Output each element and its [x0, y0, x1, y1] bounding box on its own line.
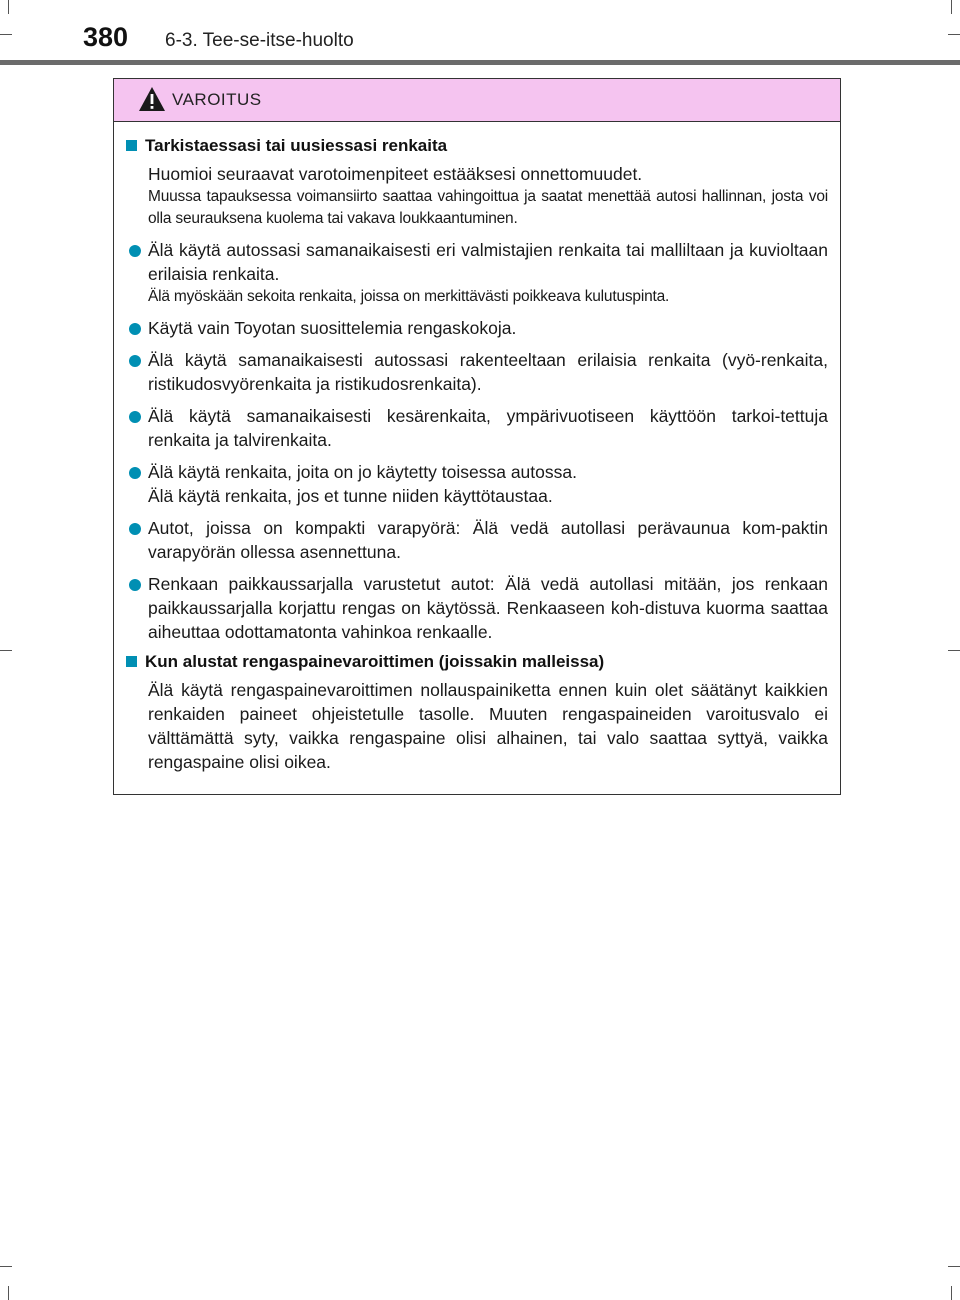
round-bullet-icon	[129, 245, 141, 257]
warning-header	[114, 79, 840, 122]
crop-mark	[951, 1286, 952, 1300]
section-heading-text: Tarkistaessasi tai uusiessasi renkaita	[145, 136, 448, 155]
crop-mark	[948, 650, 960, 651]
round-bullet-icon	[129, 467, 141, 479]
list-item-text: Renkaan paikkaussarjalla varustetut autot: Älä vedä autollasi mitään, jos renkaan paikkaussarjalla korjattu rengas on käytössä. Renkaaseen koh-distuva kuorma saattaa aiheuttaa odottamatonta vahinkoa renkaalle.	[148, 574, 828, 642]
warning-triangle-icon	[138, 86, 166, 112]
section-body: Älä käytä rengaspainevaroittimen nollauspainiketta ennen kuin olet säätänyt kaikkien renkaiden paineet ohjeistetulle tasolle. Muuten rengaspaineiden varoitusvalo ei välttämättä syty, vaikka rengaspaine olisi alhainen, tai valo saattaa syttyä, vaikka rengaspaine olisi oikea.	[148, 680, 828, 772]
list-item	[126, 460, 828, 508]
warning-box	[113, 78, 841, 795]
section-intro-note: Muussa tapauksessa voimansiirto saattaa vahingoittua ja saatat menettää autosi hallinnan, josta voi olla seurauksena kuolema tai vakava loukkaantuminen.	[148, 188, 828, 227]
square-bullet-icon	[126, 140, 137, 151]
section-heading-text: Kun alustat rengaspainevaroittimen (joissakin malleissa)	[145, 652, 605, 671]
list-item-note: Älä myöskään sekoita renkaita, joissa on merkittävästi poikkeava kulutuspinta.	[148, 288, 670, 305]
crop-mark	[0, 650, 12, 651]
list-item	[126, 238, 828, 308]
list-item-text: Autot, joissa on kompakti varapyörä: Älä vedä autollasi perävaunua kom-paktin varapyörän ollessa asennettuna.	[148, 518, 828, 562]
list-item	[126, 316, 828, 340]
page-header	[0, 0, 960, 70]
list-item-text: Älä käytä autossasi samanaikaisesti eri valmistajien renkaita tai malliltaan ja kuvioltaan erilaisia renkaita.	[148, 240, 828, 284]
chapter-title: 6-3. Tee-se-itse-huolto	[165, 30, 354, 51]
round-bullet-icon	[129, 411, 141, 423]
list-item-text: Älä käytä samanaikaisesti autossasi rakenteeltaan erilaisia renkaita (vyö-renkaita, ristikudosvyörenkaita ja ristikudosrenkaita).	[148, 350, 828, 394]
round-bullet-icon	[129, 323, 141, 335]
list-item-text: Älä käytä renkaita, joita on jo käytetty toisessa autossa.	[148, 462, 577, 482]
list-item	[126, 348, 828, 396]
list-item-note: Älä käytä renkaita, jos et tunne niiden käyttötaustaa.	[148, 486, 553, 506]
header-rule	[0, 60, 960, 65]
section-intro: Huomioi seuraavat varotoimenpiteet estääksesi onnettomuudet.	[148, 164, 643, 184]
warning-content	[114, 122, 840, 774]
list-item-text: Käytä vain Toyotan suosittelemia rengaskokoja.	[148, 318, 517, 338]
crop-mark	[0, 1266, 12, 1267]
round-bullet-icon	[129, 579, 141, 591]
round-bullet-icon	[129, 523, 141, 535]
list-item	[126, 516, 828, 564]
list-item-text: Älä käytä samanaikaisesti kesärenkaita, ympärivuotiseen käyttöön tarkoi-tettuja renkaita ja talvirenkaita.	[148, 406, 828, 450]
list-item	[126, 572, 828, 644]
warning-title: VAROITUS	[172, 90, 262, 109]
round-bullet-icon	[129, 355, 141, 367]
crop-mark	[948, 1266, 960, 1267]
list-item	[126, 404, 828, 452]
crop-mark	[8, 1286, 9, 1300]
page-number: 380	[83, 22, 129, 52]
section-heading	[126, 136, 828, 156]
square-bullet-icon	[126, 656, 137, 667]
section-heading	[126, 652, 828, 672]
